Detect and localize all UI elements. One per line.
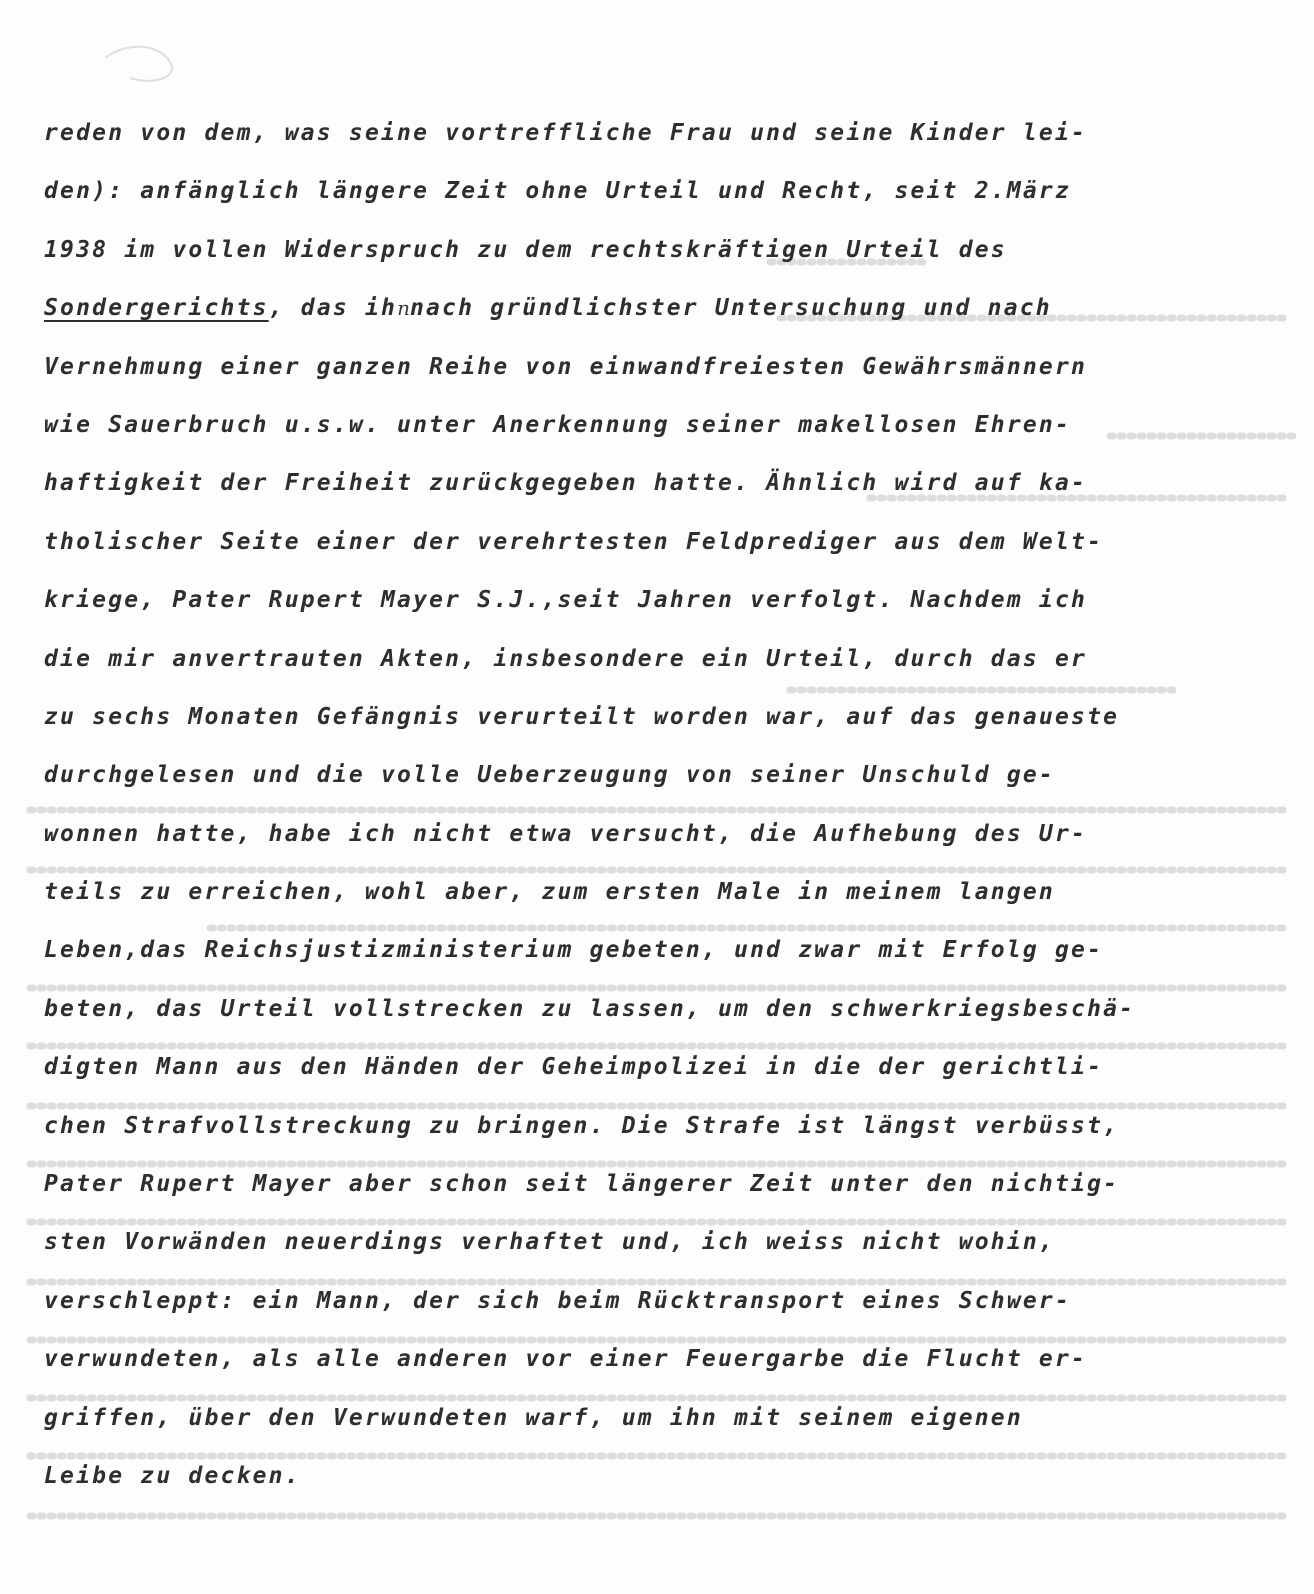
underlined-sondergerichts: Sondergerichts [44,295,269,322]
handwritten-correction: n [397,296,410,321]
text-line-23: griffen, über den Verwundeten warf, um ihn mit seinem eigenen [44,1404,1023,1431]
text-line-8: tholischer Seite einer der verehrtesten Feldprediger aus dem Welt- [44,528,1104,555]
text-line-13: wonnen hatte, habe ich nicht etwa versucht, die Aufhebung des Ur- [44,820,1088,847]
typewritten-body [44,104,1284,1505]
text-line-4-part-a: , das ih [268,295,398,322]
text-line-5: Vernehmung einer ganzen Reihe von einwandfreiesten Gewährsmännern [44,353,1088,380]
text-line-16: beten, das Urteil vollstrecken zu lassen, um den schwerkriegsbeschä- [44,995,1136,1022]
text-line-11: zu sechs Monaten Gefängnis verurteilt worden war, auf das genaueste [44,703,1120,730]
text-line-22: verwundeten, als alle anderen vor einer Feuergarbe die Flucht er- [44,1346,1088,1373]
text-line-19: Pater Rupert Mayer aber schon seit längerer Zeit unter den nichtig- [44,1171,1120,1198]
text-line-2: den): anfänglich längere Zeit ohne Urteil und Recht, seit 2.März [44,178,1072,205]
text-line-9: kriege, Pater Rupert Mayer S.J.,seit Jahren verfolgt. Nachdem ich [44,587,1088,614]
text-line-14: teils zu erreichen, wohl aber, zum ersten Male in meinem langen [44,879,1055,906]
text-line-21: verschleppt: ein Mann, der sich beim Rücktransport eines Schwer- [44,1287,1072,1314]
text-line-6: wie Sauerbruch u.s.w. unter Anerkennung seiner makellosen Ehren- [44,411,1072,438]
text-line-18: chen Strafvollstreckung zu bringen. Die Strafe ist längst verbüsst, [44,1112,1120,1139]
text-line-10: die mir anvertrauten Akten, insbesondere ein Urteil, durch das er [44,645,1088,672]
text-line-12: durchgelesen und die volle Ueberzeugung von seiner Unschuld ge- [44,762,1055,789]
text-line-20: sten Vorwänden neuerdings verhaftet und, ich weiss nicht wohin, [44,1229,1055,1256]
text-line-3: 1938 im vollen Widerspruch zu dem rechtskräftigen Urteil des [44,236,1007,263]
text-line-4-part-b: nach gründlichster Untersuchung und nach [409,295,1052,322]
text-line-24: Leibe zu decken. [44,1462,301,1489]
text-line-17: digten Mann aus den Händen der Geheimpolizei in die der gerichtli- [44,1054,1104,1081]
text-line-7: haftigkeit der Freiheit zurückgegeben hatte. Ähnlich wird auf ka- [44,470,1088,497]
text-line-1: reden von dem, was seine vortreffliche Frau und seine Kinder lei- [44,120,1088,146]
text-line-15: Leben,das Reichsjustizministerium gebeten, und zwar mit Erfolg ge- [44,937,1104,964]
text-line-4 [44,279,1284,337]
